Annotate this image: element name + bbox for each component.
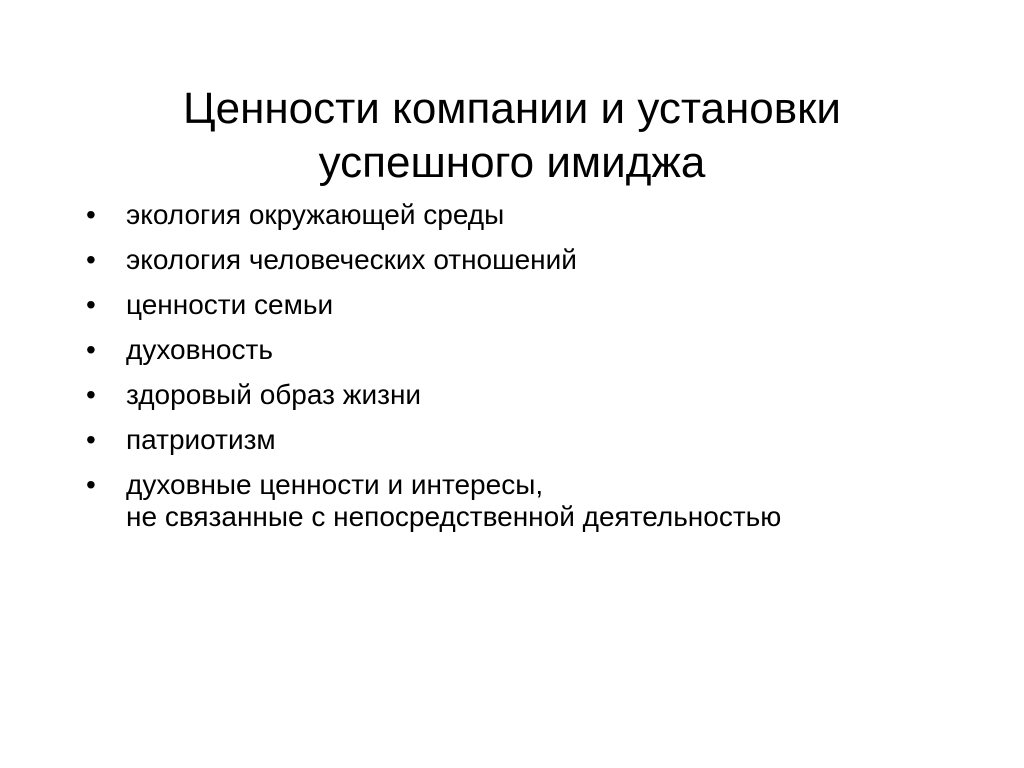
slide-title-line-1: Ценности компании и установки — [183, 84, 841, 133]
bullet-list — [86, 199, 986, 546]
slide-title-line-2: успешного имиджа — [318, 138, 706, 187]
bullet-text-line-1: духовные ценности и интересы, — [126, 469, 544, 500]
bullet-text: ценности семьи — [126, 289, 334, 320]
bullet-item-patriotism — [86, 424, 986, 456]
bullet-icon: • — [86, 379, 96, 410]
bullet-icon: • — [86, 424, 96, 455]
bullet-text: экология окружающей среды — [126, 199, 505, 230]
bullet-item-healthy-lifestyle — [86, 379, 986, 411]
bullet-item-spirituality — [86, 334, 986, 366]
bullet-text-line-2: не связанные с непосредственной деятельностью — [126, 501, 782, 532]
bullet-icon: • — [86, 334, 96, 365]
bullet-item-human-relations-ecology — [86, 244, 986, 276]
bullet-icon: • — [86, 244, 96, 275]
bullet-item-environment-ecology — [86, 199, 986, 231]
bullet-text: духовность — [126, 334, 273, 365]
bullet-text: здоровый образ жизни — [126, 379, 422, 410]
bullet-icon: • — [86, 199, 96, 230]
slide-title — [60, 82, 964, 190]
bullet-item-spiritual-values-interests — [86, 469, 986, 533]
bullet-icon: • — [86, 469, 96, 500]
bullet-icon: • — [86, 289, 96, 320]
bullet-text: патриотизм — [126, 424, 276, 455]
bullet-text: экология человеческих отношений — [126, 244, 577, 275]
bullet-item-family-values — [86, 289, 986, 321]
